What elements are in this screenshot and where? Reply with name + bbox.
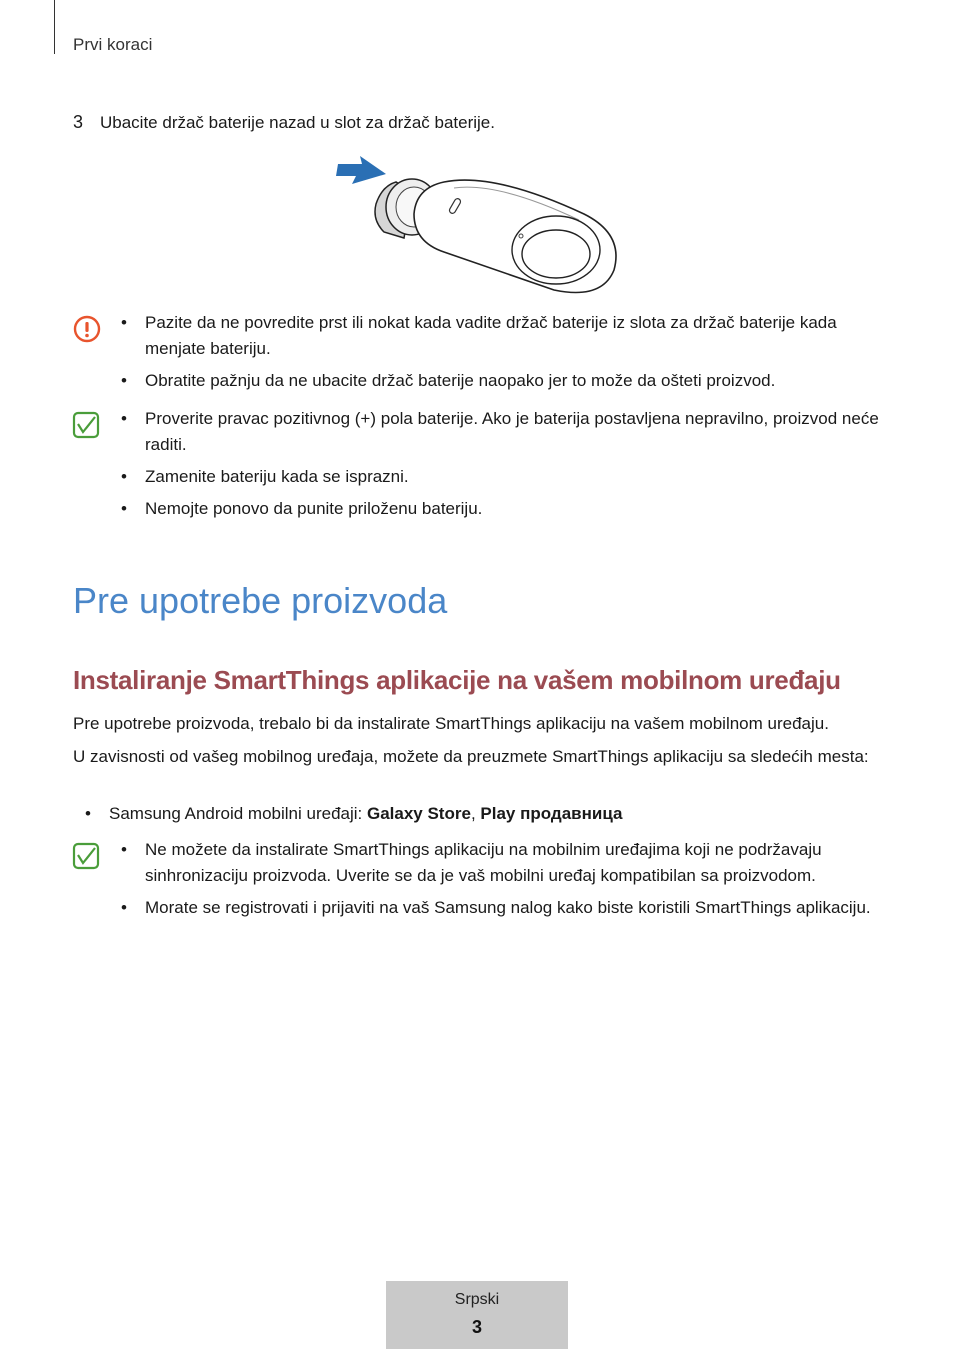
footer xyxy=(386,1281,568,1349)
step-text: Ubacite držač baterije nazad u slot za držač baterije. xyxy=(100,113,495,132)
store-prefix: Samsung Android mobilni uređaji: xyxy=(109,804,367,823)
insert-arrow-icon xyxy=(336,156,386,184)
store-separator: , xyxy=(470,804,481,823)
step-number: 3 xyxy=(73,112,84,132)
list-item: • Obratite pažnju da ne ubacite držač baterije naopako jer to može da ošteti proizvod. xyxy=(121,368,885,394)
paragraph: U zavisnosti od vašeg mobilnog uređaja, možete da preuzmete SmartThings aplikaciju sa sledećih mesta: xyxy=(73,747,869,766)
paragraph: Pre upotrebe proizvoda, trebalo bi da instalirate SmartThings aplikaciju na vašem mobilnom uređaju. xyxy=(73,714,829,733)
play-store-link: Play продавница xyxy=(480,804,623,823)
list-item: • Zamenite bateriju kada se isprazni. xyxy=(121,464,885,490)
section-title: Pre upotrebe proizvoda xyxy=(73,580,448,621)
page-number: 3 xyxy=(471,1317,482,1337)
battery-holder-illustration xyxy=(334,152,624,300)
caution-list xyxy=(121,310,885,400)
footer-language: Srpski xyxy=(454,1291,500,1308)
note-icon xyxy=(72,842,100,870)
caution-icon xyxy=(73,315,101,343)
note-list xyxy=(121,406,885,528)
note-list xyxy=(121,837,885,927)
list-item: • Pazite da ne povredite prst ili nokat kada vadite držač baterije iz slota za držač baterije kada menjate bateriju. xyxy=(121,310,885,362)
note-icon xyxy=(72,411,100,439)
list-item: • Morate se registrovati i prijaviti na vaš Samsung nalog kako biste koristili SmartThings aplikaciju. xyxy=(121,895,885,921)
list-item: • Nemojte ponovo da punite priloženu bateriju. xyxy=(121,496,885,522)
breadcrumb: Prvi koraci xyxy=(73,35,153,54)
section-subtitle: Instaliranje SmartThings aplikacije na vašem mobilnom uređaju xyxy=(73,665,841,695)
list-item: • Ne možete da instalirate SmartThings aplikaciju na mobilnim uređajima koji ne podržavaju sinhronizaciju proizvoda. Uverite se da je vaš mobilni uređaj kompatibilan sa proizvodom. xyxy=(121,837,885,889)
galaxy-store-link: Galaxy Store xyxy=(366,804,471,823)
header-divider xyxy=(54,0,55,54)
list-item: • Proverite pravac pozitivnog (+) pola baterije. Ako je baterija postavljena nepravilno, proizvod neće raditi. xyxy=(121,406,885,458)
